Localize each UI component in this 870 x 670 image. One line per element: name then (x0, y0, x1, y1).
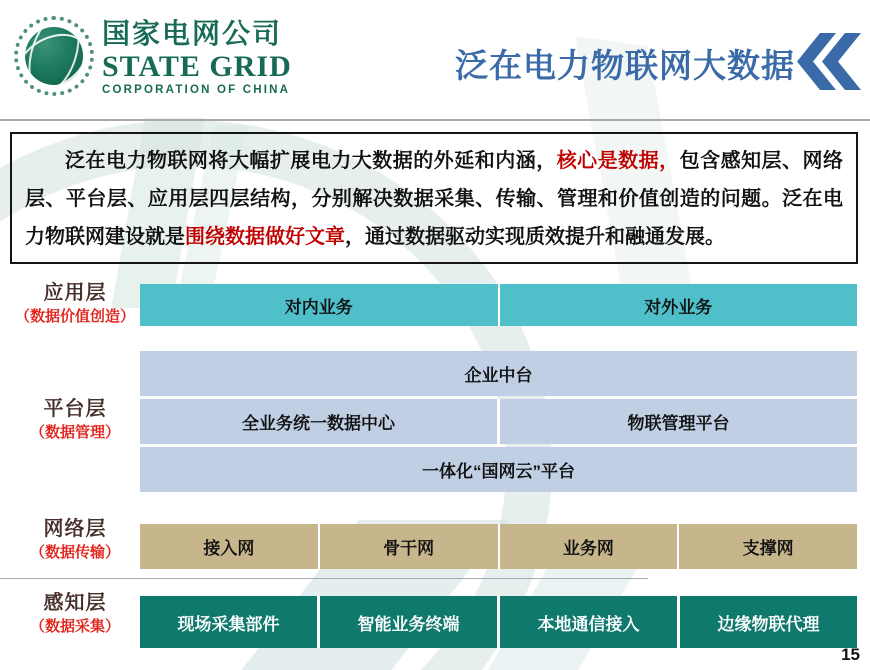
platform-layer-band (140, 351, 857, 492)
cell-local-communication-access: 本地通信接入 (537, 614, 640, 634)
architecture-diagram (0, 270, 870, 660)
cell-state-grid-cloud-platform: 一体化“国网云”平台 (422, 462, 575, 481)
cell-access-network: 接入网 (203, 539, 255, 558)
header-divider (0, 119, 870, 121)
logo-subtitle: CORPORATION OF CHINA (102, 84, 291, 96)
page-title: 泛在电力物联网大数据 (455, 47, 795, 84)
layer-subtitle: （数据价值创造） (14, 308, 135, 325)
cell-enterprise-middle-platform: 企业中台 (464, 366, 533, 385)
application-layer-band (140, 284, 857, 326)
cell-backbone-network: 骨干网 (383, 539, 435, 558)
page-number: 15 (841, 645, 860, 664)
intro-segment: ，通过数据驱动实现质效提升和融通发展。 (345, 226, 725, 248)
platform-row (140, 399, 857, 444)
intro-highlight: 围绕数据做好文章 (185, 226, 345, 248)
layer-subtitle: （数据传输） (29, 544, 120, 561)
layer-name: 平台层 (43, 398, 107, 420)
logo-text-block (102, 18, 342, 98)
cell-intelligent-business-terminal: 智能业务终端 (357, 614, 460, 634)
cell-service-network: 业务网 (562, 539, 614, 558)
platform-row (140, 351, 857, 396)
layer-name: 网络层 (43, 518, 107, 540)
layer-subtitle: （数据采集） (29, 618, 120, 635)
platform-row (140, 447, 857, 492)
intro-text-box (10, 132, 858, 264)
cell-unified-data-center: 全业务统一数据中心 (242, 414, 395, 433)
cell-edge-iot-agent: 边缘物联代理 (717, 614, 820, 634)
globe-icon (25, 27, 83, 85)
double-left-chevron-icon (789, 33, 861, 95)
cell-support-network: 支撑网 (742, 539, 794, 558)
divider-line (0, 578, 648, 579)
cell-field-collection-components: 现场采集部件 (177, 614, 280, 634)
cell-internal-business: 对内业务 (284, 297, 353, 317)
layer-name: 感知层 (43, 592, 107, 614)
layer-label-application (6, 282, 144, 328)
slide-header (0, 0, 870, 121)
intro-segment: 泛在电力物联网将大幅扩展电力大数据的外延和内涵， (65, 150, 557, 172)
layer-label-perception (6, 592, 144, 638)
network-layer-band (140, 524, 857, 569)
layer-subtitle: （数据管理） (29, 424, 120, 441)
intro-paragraph (25, 142, 843, 256)
layer-name: 应用层 (43, 282, 107, 304)
state-grid-logo (14, 16, 94, 96)
intro-highlight: 核心是数据， (556, 150, 680, 172)
logo-name-chinese: 国家电网公司 (102, 18, 283, 49)
cell-iot-management-platform: 物联管理平台 (627, 414, 730, 433)
logo-name-english: STATE GRID (102, 50, 292, 83)
layer-label-platform (6, 398, 144, 444)
perception-layer-band (140, 596, 857, 648)
intro-segment: 包含感知层、网络层、平台层、应用层四层结构，分别解决数据采集、传输、管理和价值创造的问题。泛在电力物联网建设就是 (25, 150, 844, 248)
cell-external-business: 对外业务 (644, 297, 713, 317)
layer-label-network (6, 518, 144, 564)
